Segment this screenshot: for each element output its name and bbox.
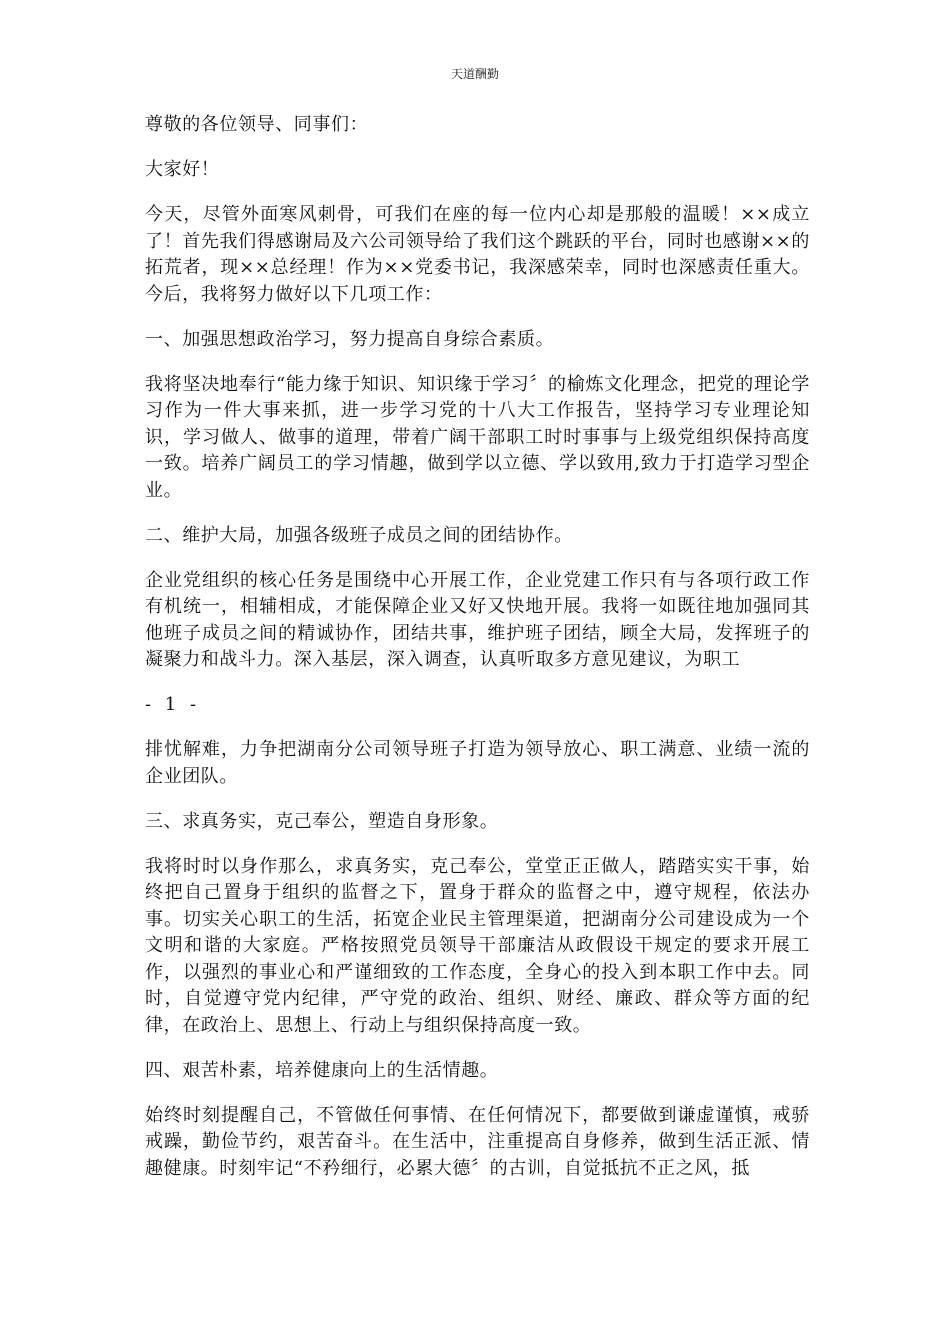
section-body-2: 企业党组织的核心任务是围绕中心开展工作，企业党建工作只有与各项行政工作有机统一，相辅相成，才能保障企业又好又快地开展。我将一如既往地加强同其他班子成员之间的精诚协作，团结共事，维护班子团结，顾全大局，发挥班子的凝聚力和战斗力。深入基层，深入调查，认真听取多方意见建议，为职工 xyxy=(145,569,810,670)
section-heading-3: 三、求真务实，克己奉公，塑造自身形象。 xyxy=(145,810,499,832)
salutation: 尊敬的各位领导、同事们： xyxy=(145,114,369,135)
section-body-4: 始终时刻提醒自己，不管做任何事情、在任何情况下，都要做到谦虚谨慎，戒骄戒躁，勤俭节约，艰苦奋斗。在生活中，注重提高自身修养，做到生活正派、情趣健康。时刻牢记“不矜细行，必累大德〞的古训，自觉抵抗不正之风，抵 xyxy=(145,1104,810,1179)
section-body-2-continued: 排忧解难，力争把湖南分公司领导班子打造为领导放心、职工满意、业绩一流的企业团队。 xyxy=(145,739,810,787)
section-body-3: 我将时时以身作那么，求真务实，克己奉公，堂堂正正做人，踏踏实实干事，始终把自己置身于组织的监督之下，置身于群众的监督之中，遵守规程，依法办事。切实关心职工的生活，拓宽企业民主管理渠道，把湖南分公司建设成为一个文明和谐的大家庭。严格按照党员领导干部廉洁从政假设干规定的要求开展工作，以强烈的事业心和严谨细致的工作态度，全身心的投入到本职工作中去。同时，自觉遵守党内纪律，严守党的政治、组织、财经、廉政、群众等方面的纪律，在政治上、思想上、行动上与组织保持高度一致。 xyxy=(145,855,810,1036)
section-heading-4: 四、艰苦朴素，培养健康向上的生活情趣。 xyxy=(145,1059,499,1081)
section-heading-2: 二、维护大局，加强各级班子成员之间的团结协作。 xyxy=(145,524,573,546)
page-number: - 1 - xyxy=(145,694,201,715)
greeting: 大家好！ xyxy=(145,159,220,180)
section-heading-1: 一、加强思想政治学习，努力提高自身综合素质。 xyxy=(145,328,555,350)
intro-paragraph: 今天，尽管外面寒风刺骨，可我们在座的每一位内心却是那般的温暖！××成立了！首先我们得感谢局及六公司领导给了我们这个跳跃的平台，同时也感谢××的拓荒者，现××总经理！作为××党委书记，我深感荣幸，同时也深感责任重大。今后，我将努力做好以下几项工作： xyxy=(145,204,810,305)
document-body xyxy=(145,112,810,1201)
section-body-1: 我将坚决地奉行“能力缘于知识、知识缘于学习〞的榆炼文化理念，把党的理论学习作为一件大事来抓，进一步学习党的十八大工作报告，坚持学习专业理论知识，学习做人、做事的道理，带着广阔干部职工时时事事与上级党组织保持高度一致。培养广阔员工的学习情趣，做到学以立德、学以致用,致力于打造学习型企业。 xyxy=(145,373,810,501)
page-header: 天道酬勤 xyxy=(450,67,499,81)
